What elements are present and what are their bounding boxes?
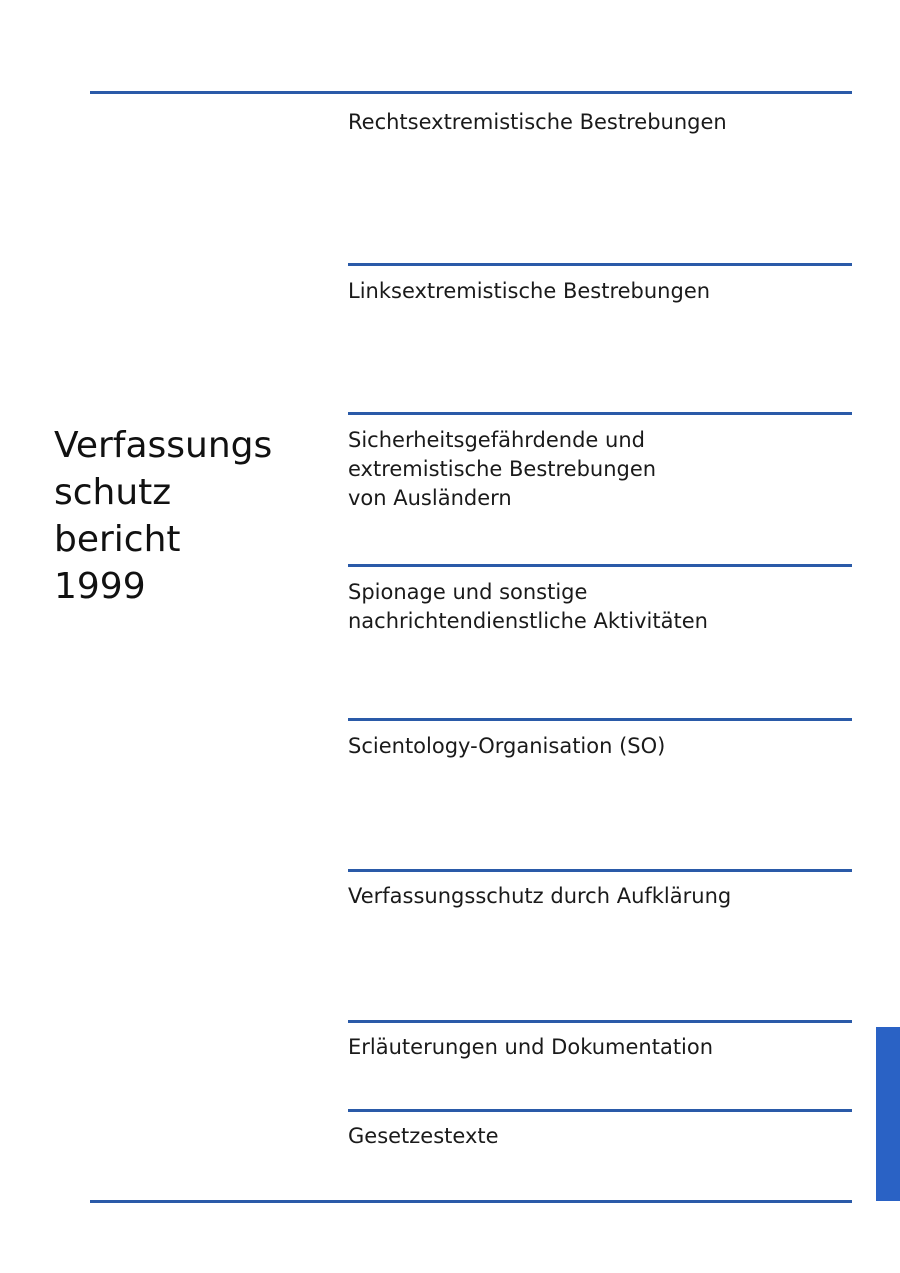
section-divider xyxy=(348,718,852,721)
title-line: bericht xyxy=(54,519,181,560)
section-label: Linksextremistische Bestrebungen xyxy=(348,279,711,303)
section-label: Erläuterungen und Dokumentation xyxy=(348,1035,714,1059)
title-line: schutz xyxy=(54,472,172,513)
section-label: von Ausländern xyxy=(348,486,512,510)
section-divider xyxy=(348,263,852,266)
section-label: Spionage und sonstige xyxy=(348,580,588,604)
section-label: Gesetzestexte xyxy=(348,1124,499,1148)
title-line: Verfassungs xyxy=(54,425,273,466)
section-label: Scientology-Organisation (SO) xyxy=(348,734,666,758)
section-divider xyxy=(348,1020,852,1023)
section-label: extremistische Bestrebungen xyxy=(348,457,657,481)
section-rechtsextremismus[interactable] xyxy=(348,108,852,137)
section-label: nachrichtendienstliche Aktivitäten xyxy=(348,609,708,633)
section-divider xyxy=(348,869,852,872)
section-gesetzestexte[interactable] xyxy=(348,1122,852,1151)
section-spionage[interactable] xyxy=(348,578,852,636)
section-divider xyxy=(348,412,852,415)
section-aufklaerung[interactable] xyxy=(348,882,852,911)
section-dokumentation[interactable] xyxy=(348,1033,852,1062)
report-title xyxy=(54,422,324,610)
section-label: Rechtsextremistische Bestrebungen xyxy=(348,110,727,134)
section-divider xyxy=(348,1109,852,1112)
top-rule xyxy=(90,91,852,94)
section-linksextremismus[interactable] xyxy=(348,277,852,306)
section-tab-marker xyxy=(876,1027,900,1201)
section-auslaender[interactable] xyxy=(348,426,852,513)
section-scientology[interactable] xyxy=(348,732,852,761)
bottom-rule xyxy=(90,1200,852,1203)
section-label: Sicherheitsgefährdende und xyxy=(348,428,645,452)
section-divider xyxy=(348,564,852,567)
section-label: Verfassungsschutz durch Aufklärung xyxy=(348,884,732,908)
title-line: 1999 xyxy=(54,566,146,607)
